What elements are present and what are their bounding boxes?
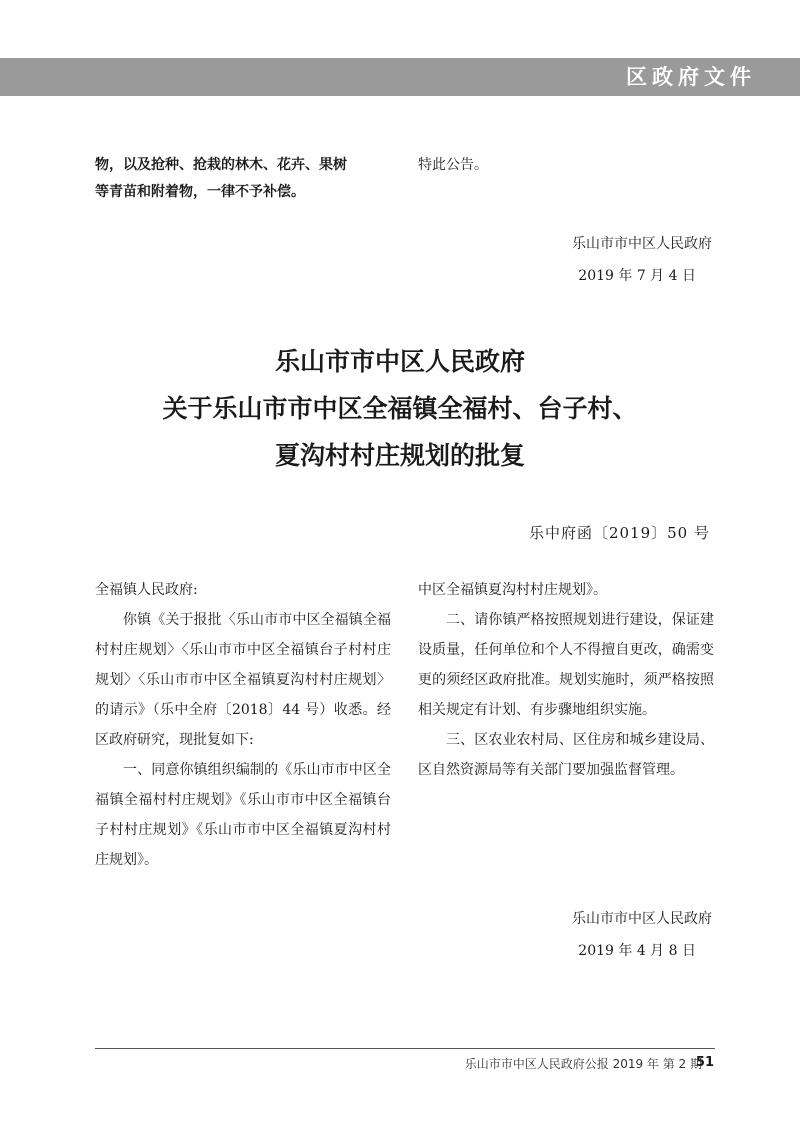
- document-signature: [452, 903, 712, 967]
- body-column-left: [95, 575, 391, 875]
- header-band: [0, 58, 800, 96]
- previous-doc-line-1: 物，以及抢种、抢栽的林木、花卉、果树: [95, 157, 347, 173]
- body-column-right: [418, 575, 714, 785]
- title-line-3: 夏沟村村庄规划的批复: [274, 441, 525, 470]
- previous-doc-signature: [452, 228, 712, 292]
- body-paragraph-1: 你镇《关于报批〈乐山市市中区全福镇全福村村庄规划〉〈乐山市市中区全福镇台子村村庄规划〉〈乐山市市中区全福镇夏沟村村庄规划〉的请示》（乐中全府〔2018〕44 号）收悉。经区政府研究，现批复如下:: [95, 612, 391, 748]
- title-line-2: 关于乐山市市中区全福镇全福村、台子村、: [162, 394, 638, 423]
- document-title: [0, 338, 800, 479]
- document-signer: 乐山市市中区人民政府: [572, 911, 712, 927]
- previous-doc-line-2: 等青苗和附着物，一律不予补偿。: [95, 184, 305, 200]
- document-number: 乐中府函〔2019〕50 号: [528, 524, 710, 542]
- body-paragraph-4: 三、区农业农村局、区住房和城乡建设局、区自然资源局等有关部门要加强监督管理。: [418, 732, 714, 778]
- body-paragraph-2: 一、同意你镇组织编制的《乐山市市中区全福镇全福村村庄规划》《乐山市市中区全福镇台子村村庄规划》《乐山市市中区全福镇夏沟村村庄规划》。: [95, 762, 391, 868]
- previous-doc-date: 2019 年 7 月 4 日: [578, 268, 696, 284]
- previous-doc-signer: 乐山市市中区人民政府: [572, 236, 712, 252]
- body-paragraph-3: 二、请你镇严格按照规划进行建设，保证建设质量，任何单位和个人不得擅自更改，确需变更的须经区政府批准。规划实施时，须严格按照相关规定有计划、有步骤地组织实施。: [418, 612, 714, 718]
- previous-doc-tail: [95, 152, 405, 206]
- page-number: 51: [695, 1055, 714, 1070]
- footer-divider: [95, 1048, 715, 1049]
- title-line-1: 乐山市市中区人民政府: [274, 347, 525, 376]
- section-label: 区政府文件: [626, 65, 756, 89]
- document-date: 2019 年 4 月 8 日: [578, 943, 696, 959]
- previous-doc-notice: 特此公告。: [418, 157, 488, 173]
- body-paragraph-2-continued: 中区全福镇夏沟村村庄规划》。: [418, 582, 607, 598]
- addressee: 全福镇人民政府:: [95, 582, 198, 598]
- footer-publication: 乐山市市中区人民政府公报 2019 年 第 2 期: [464, 1057, 702, 1071]
